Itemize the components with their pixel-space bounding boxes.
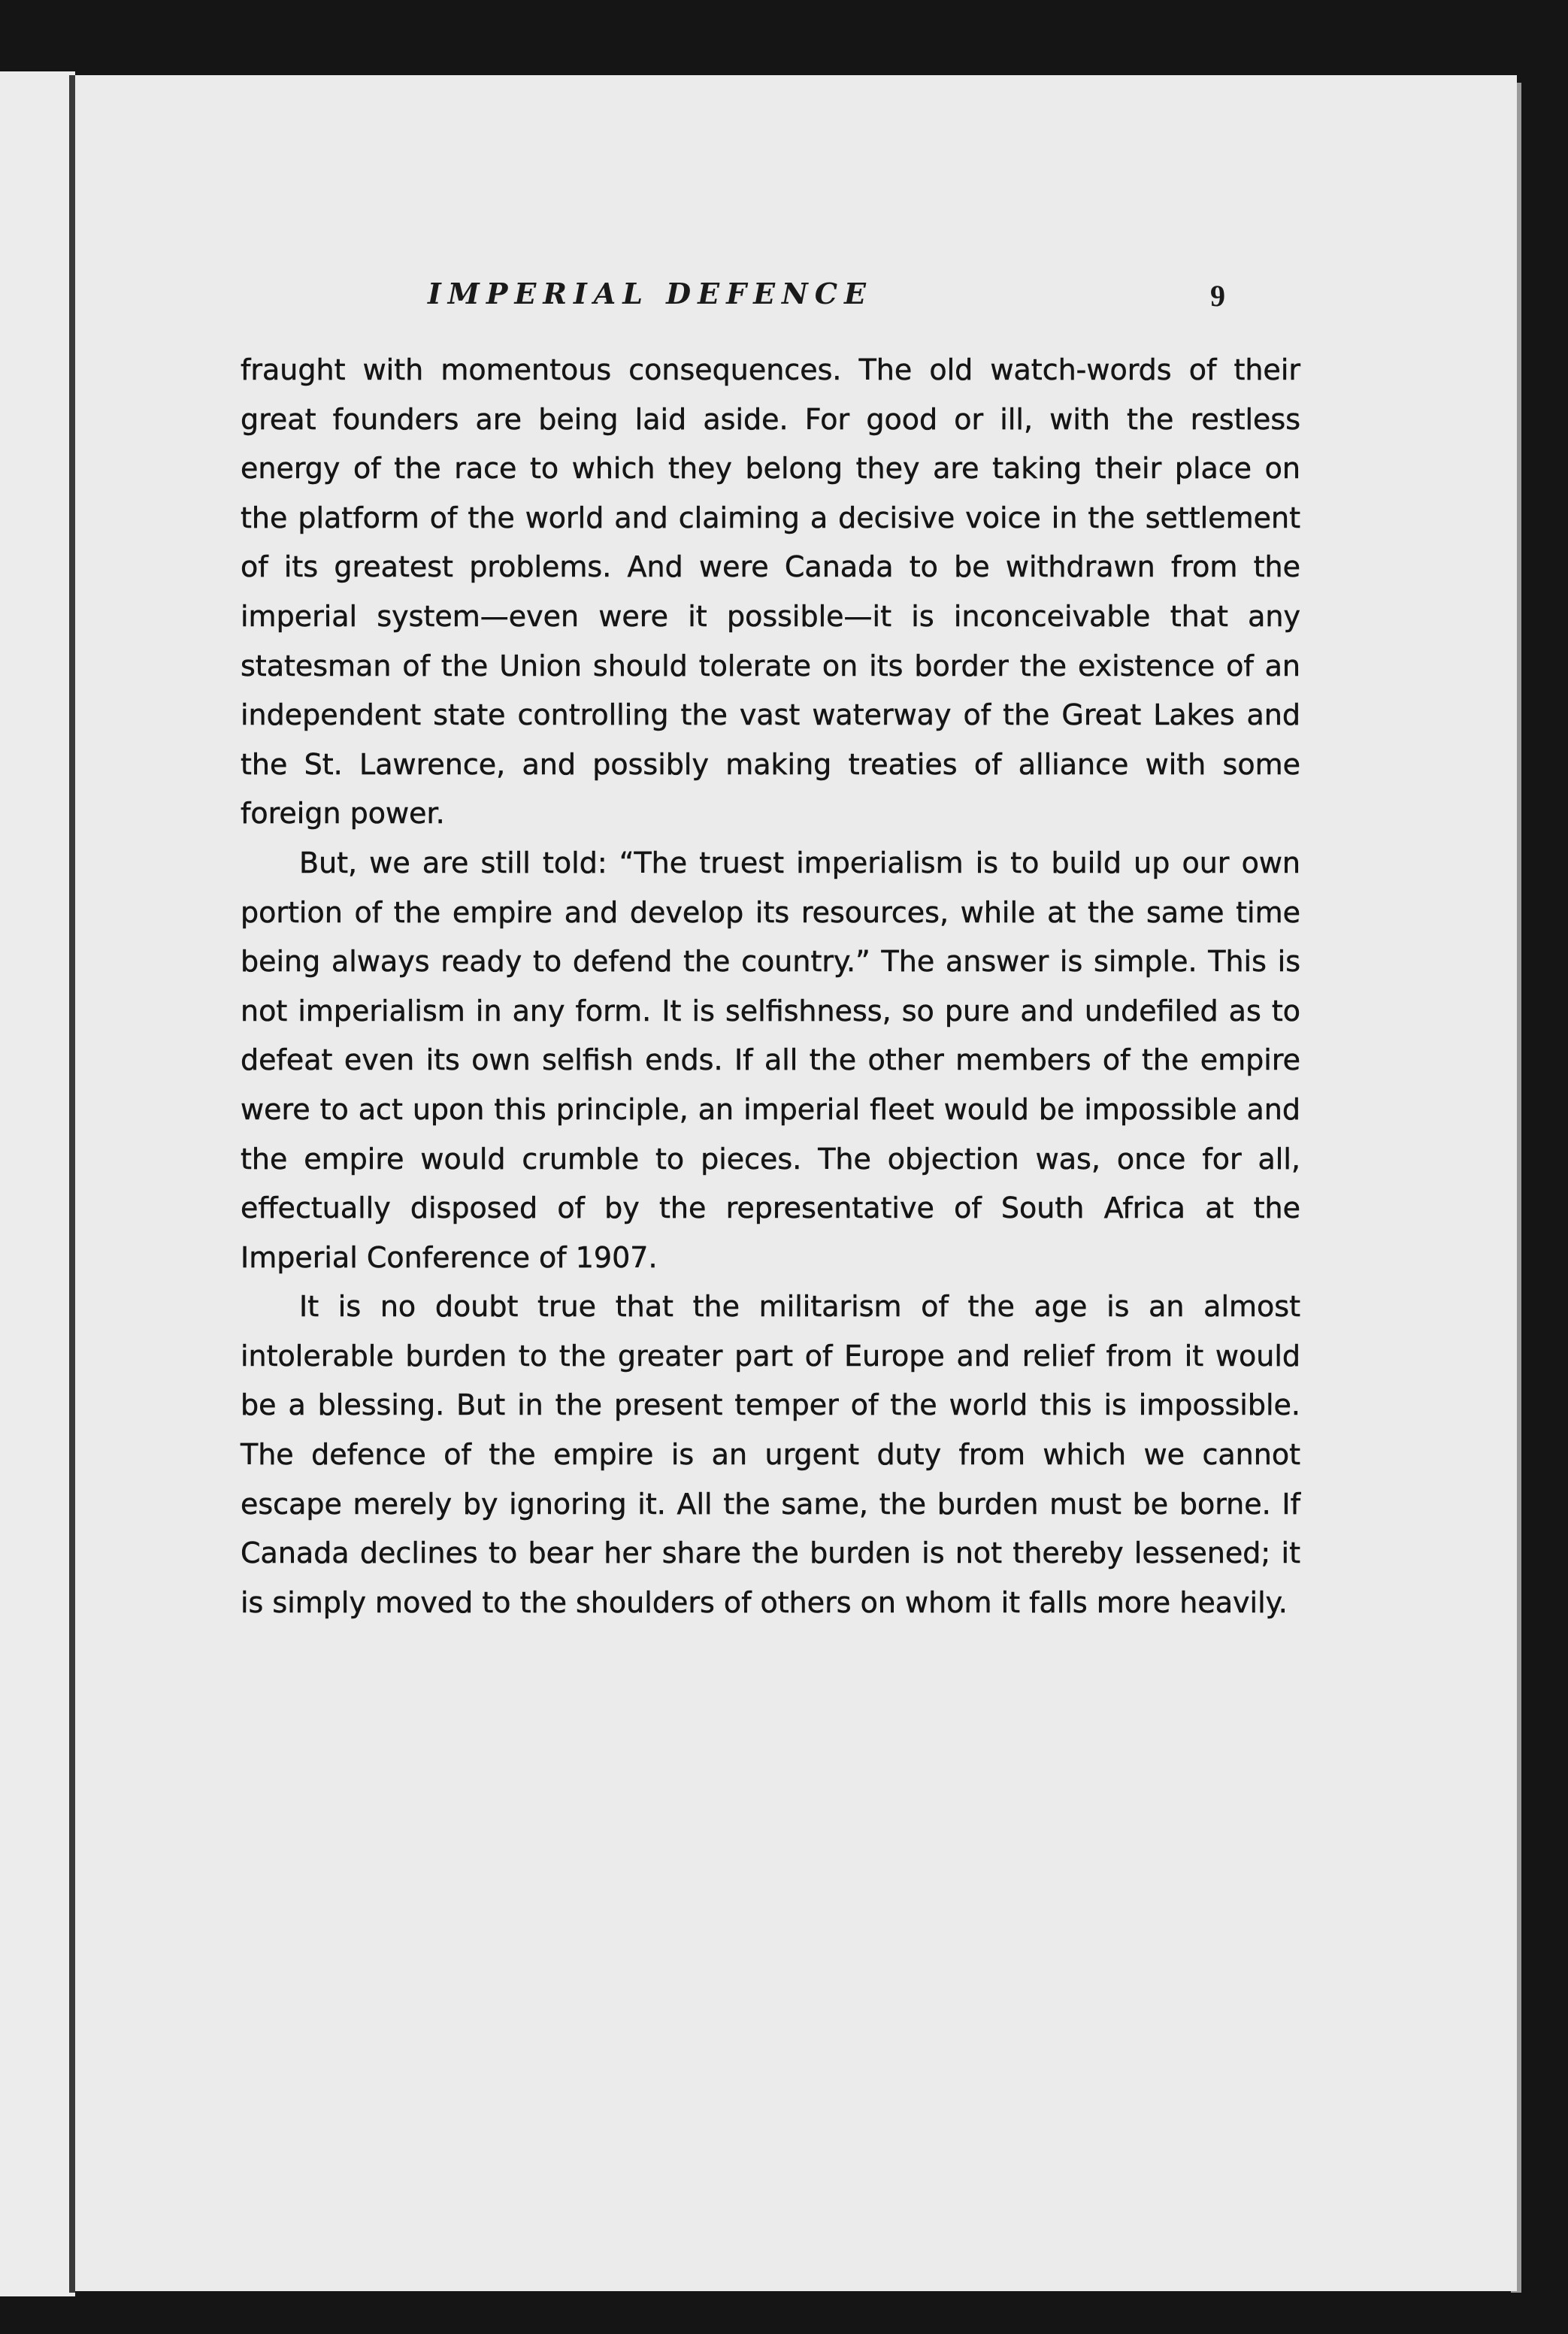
paragraph-1: fraught with momentous consequences. The old watch-words of their great founders are being laid aside. For good or ill, with the restless energy of the race to which they belong they are taking their place on the platform of the world and claiming a decisive voice in the settlement of its greatest problems. And were Canada to be withdrawn from the imperial system—even were it possible—it is inconceivable that any statesman of the Union should tolerate on its border the existence of an independent state controlling the vast waterway of the Great Lakes and the St. Lawrence, and possibly making treaties of alliance with some foreign power. (241, 353, 1300, 831)
paragraph-2: But, we are still told: “The truest imperialism is to build up our own portion of the empire and develop its resources, while at the same time being always ready to defend the country.” The answer is simple. This is not imperialism in any form. It is selfishness, so pure and undefiled as to defeat even its own selfish ends. If all the other members of the empire were to act upon this principle, an imperial fleet would be impossible and the empire would crumble to pieces. The objection was, once for all, effectually disposed of by the representative of South Africa at the Imperial Conference of 1907. (241, 846, 1300, 1274)
facing-page-edge (0, 71, 75, 2296)
body-text (241, 346, 1300, 1627)
running-head: IMPERIAL DEFENCE (428, 277, 873, 310)
book-page (75, 75, 1517, 2291)
page-number: 9 (1210, 279, 1225, 313)
binding-shadow (69, 75, 75, 2293)
paragraph-3: It is no doubt true that the militarism of the age is an almost intolerable burden to the greater part of Europe and relief from it would be a blessing. But in the present temper of the world this is impossible. The defence of the empire is an urgent duty from which we cannot escape merely by ignoring it. All the same, the burden must be borne. If Canada declines to bear her share the burden is not thereby lessened; it is simply moved to the shoulders of others on whom it falls more heavily. (241, 1290, 1300, 1619)
